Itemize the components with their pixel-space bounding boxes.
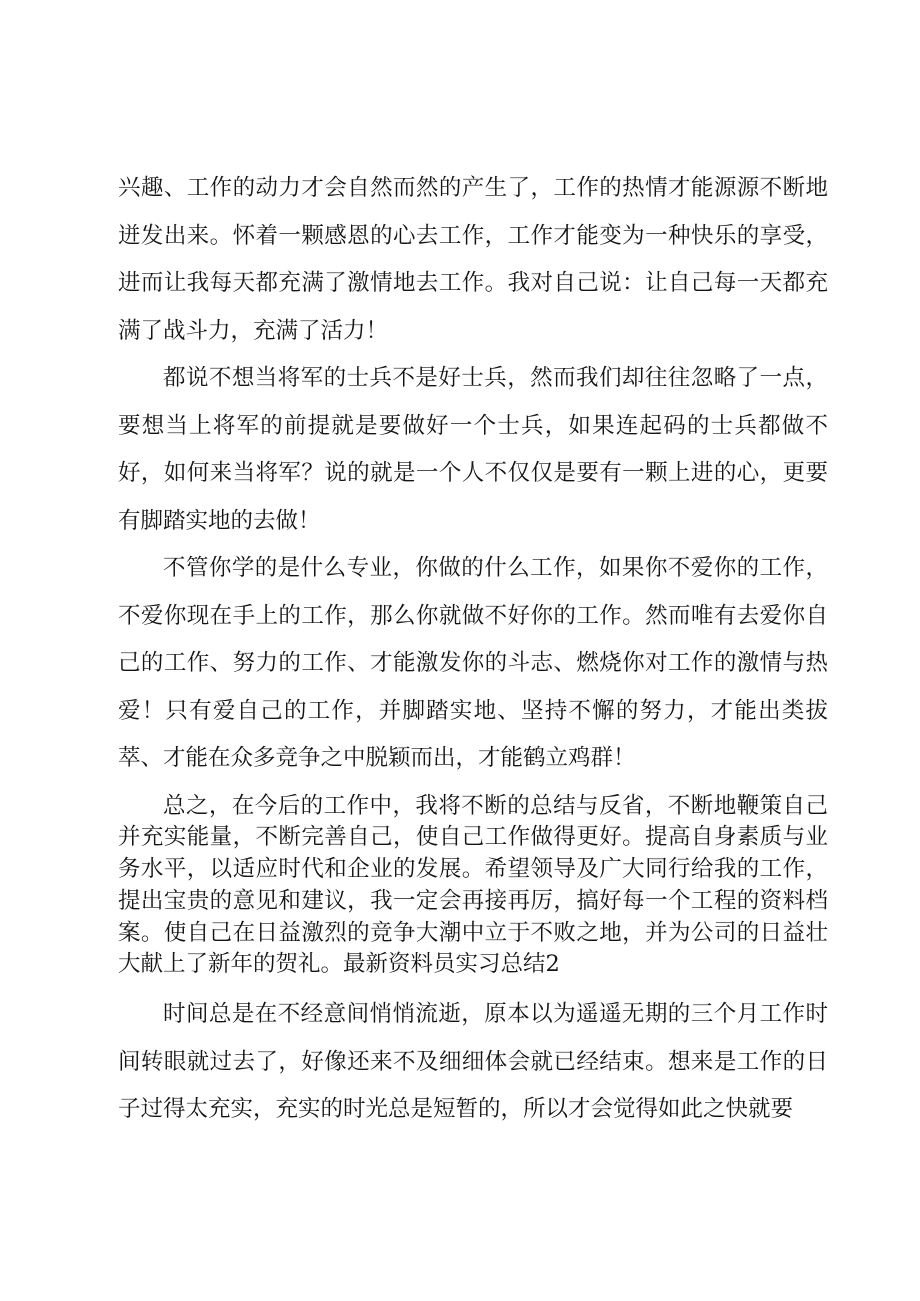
paragraph-3: 不管你学的是什么专业，你做的什么工作，如果你不爱你的工作，不爱你现在手上的工作，那么你就做不好你的工作。然而唯有去爱你自己的工作、努力的工作、才能激发你的斗志、燃烧你对工作的激情与热爱！只有爱自己的工作，并脚踏实地、坚持不懈的努力，才能出类拔萃、才能在众多竞争之中脱颖而出，才能鹤立鸡群！ [118,555,828,771]
paragraph-2: 都说不想当将军的士兵不是好士兵，然而我们却往往忽略了一点，要想当上将军的前提就是要做好一个士兵，如果连起码的士兵都做不好，如何来当将军？说的就是一个人不仅仅是要有一颗上进的心，更要有脚踏实地的去做！ [118,365,828,534]
document-body [118,165,828,1134]
paragraph-5: 时间总是在不经意间悄悄流逝，原本以为遥遥无期的三个月工作时间转眼就过去了，好像还来不及细细体会就已经结束。想来是工作的日子过得太充实，充实的时光总是短暂的，所以才会觉得如此之快就要 [118,1001,828,1123]
paragraph-4: 总之，在今后的工作中，我将不断的总结与反省，不断地鞭策自己并充实能量，不断完善自己，使自己工作做得更好。提高自身素质与业务水平，以适应时代和企业的发展。希望领导及广大同行给我的工作，提出宝贵的意见和建议，我一定会再接再厉，搞好每一个工程的资料档案。使自己在日益激烈的竞争大潮中立于不败之地，并为公司的日益壮大献上了新年的贺礼。最新资料员实习总结2 [118,792,828,978]
paragraph-1: 兴趣、工作的动力才会自然而然的产生了，工作的热情才能源源不断地迸发出来。怀着一颗感恩的心去工作，工作才能变为一种快乐的享受，进而让我每天都充满了激情地去工作。我对自己说：让自己每一天都充满了战斗力，充满了活力！ [118,175,828,344]
